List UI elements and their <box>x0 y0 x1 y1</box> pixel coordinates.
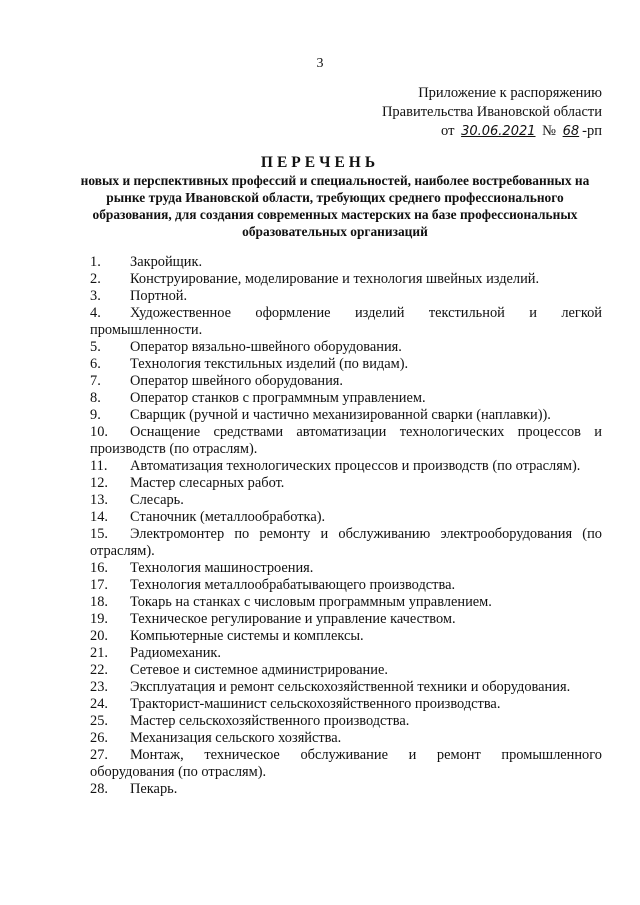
number-label: № <box>542 123 556 139</box>
list-item-text: Оснащение средствами автоматизации технологических процессов и производств (по отраслям). <box>90 424 602 457</box>
list-item-number: 11. <box>90 458 108 474</box>
list-item <box>90 628 602 645</box>
list-item <box>90 390 602 407</box>
list-item <box>90 662 602 679</box>
appendix-header <box>322 84 602 141</box>
list-item <box>90 356 602 373</box>
list-item <box>90 373 602 390</box>
list-item <box>90 747 602 781</box>
list-item-number: 23. <box>90 679 108 695</box>
list-item-text: Оператор швейного оборудования. <box>130 373 344 389</box>
list-item-text: Эксплуатация и ремонт сельскохозяйственной техники и оборудования. <box>130 679 571 695</box>
list-item <box>90 407 602 424</box>
list-item <box>90 730 602 747</box>
list-item <box>90 458 602 475</box>
list-item <box>90 611 602 628</box>
list-item-number: 7. <box>90 373 101 389</box>
list-item-text: Токарь на станках с числовым программным управлением. <box>130 594 492 610</box>
list-item <box>90 645 602 662</box>
list-item-text: Художественное оформление изделий текстильной и легкой промышленности. <box>90 305 602 338</box>
list-item-text: Мастер слесарных работ. <box>130 475 285 491</box>
list-item-number: 18. <box>90 594 108 610</box>
number-suffix: -рп <box>582 123 602 139</box>
list-item <box>90 305 602 339</box>
professions-list <box>90 254 602 798</box>
appendix-line-2: Правительства Ивановской области <box>381 104 602 120</box>
list-item-number: 10. <box>90 424 108 440</box>
list-item <box>90 288 602 305</box>
list-item-number: 13. <box>90 492 108 508</box>
list-item <box>90 492 602 509</box>
list-item-text: Механизация сельского хозяйства. <box>130 730 342 746</box>
list-item-text: Компьютерные системы и комплексы. <box>130 628 364 644</box>
list-item-text: Технология металлообрабатывающего производства. <box>130 577 456 593</box>
handwritten-number: 68 <box>562 124 580 139</box>
list-item-text: Технология машиностроения. <box>130 560 314 576</box>
list-item-text: Сетевое и системное администрирование. <box>130 662 388 678</box>
document-title: ПЕРЕЧЕНЬ <box>260 154 380 171</box>
list-item-number: 28. <box>90 781 108 797</box>
list-item-text: Мастер сельскохозяйственного производства. <box>130 713 410 729</box>
list-item-number: 12. <box>90 475 108 491</box>
list-item-text: Сварщик (ручной и частично механизированной сварки (наплавки)). <box>130 407 551 423</box>
list-item <box>90 424 602 458</box>
list-item-number: 6. <box>90 356 101 372</box>
list-item <box>90 696 602 713</box>
list-item-number: 17. <box>90 577 108 593</box>
list-item-number: 8. <box>90 390 101 406</box>
list-item-number: 21. <box>90 645 108 661</box>
list-item-number: 9. <box>90 407 101 423</box>
list-item-number: 15. <box>90 526 108 542</box>
list-item-number: 19. <box>90 611 108 627</box>
list-item-number: 5. <box>90 339 101 355</box>
list-item <box>90 526 602 560</box>
list-item-text: Радиомеханик. <box>130 645 222 661</box>
list-item <box>90 509 602 526</box>
list-item-text: Пекарь. <box>130 781 178 797</box>
page-number: 3 <box>316 56 324 71</box>
list-item <box>90 560 602 577</box>
list-item <box>90 781 602 798</box>
list-item <box>90 254 602 271</box>
appendix-date-line <box>322 122 602 141</box>
list-item-text: Автоматизация технологических процессов и производств (по отраслям). <box>130 458 581 474</box>
list-item <box>90 679 602 696</box>
appendix-line-1: Приложение к распоряжению <box>418 85 602 101</box>
list-item-number: 22. <box>90 662 108 678</box>
list-item-number: 27. <box>90 747 108 763</box>
list-item-number: 20. <box>90 628 108 644</box>
list-item-text: Техническое регулирование и управление качеством. <box>130 611 456 627</box>
list-item-number: 25. <box>90 713 108 729</box>
list-item-text: Станочник (металлообработка). <box>130 509 326 525</box>
list-item <box>90 594 602 611</box>
list-item-number: 14. <box>90 509 108 525</box>
date-prefix: от <box>441 123 455 139</box>
list-item-text: Электромонтер по ремонту и обслуживанию электрооборудования (по отраслям). <box>90 526 602 559</box>
list-item <box>90 475 602 492</box>
list-item-number: 3. <box>90 288 101 304</box>
list-item <box>90 271 602 288</box>
list-item-text: Тракторист-машинист сельскохозяйственного производства. <box>130 696 501 712</box>
list-item-text: Портной. <box>130 288 188 304</box>
list-item-text: Оператор вязально-швейного оборудования. <box>130 339 402 355</box>
list-item <box>90 577 602 594</box>
list-item-number: 24. <box>90 696 108 712</box>
list-item-number: 26. <box>90 730 108 746</box>
list-item-number: 2. <box>90 271 101 287</box>
list-item <box>90 713 602 730</box>
list-item-text: Оператор станков с программным управлением. <box>130 390 426 406</box>
list-item-text: Монтаж, техническое обслуживание и ремонт промышленного оборудования (по отраслям). <box>90 747 602 780</box>
list-item-text: Технология текстильных изделий (по видам). <box>130 356 409 372</box>
list-item-number: 16. <box>90 560 108 576</box>
list-item-text: Закройщик. <box>130 254 203 270</box>
list-item <box>90 339 602 356</box>
list-item-number: 1. <box>90 254 101 270</box>
document-subtitle: новых и перспективных профессий и специальностей, наиболее востребованных на рынке труда Ивановской области, требующих среднего профессионального образования, для создания современных мастерских на базе профессиональных образовательных организаций <box>80 173 590 239</box>
list-item-text: Конструирование, моделирование и технология швейных изделий. <box>130 271 540 287</box>
list-item-text: Слесарь. <box>130 492 184 508</box>
handwritten-date: 30.06.2021 <box>461 124 536 139</box>
list-item-number: 4. <box>90 305 101 321</box>
